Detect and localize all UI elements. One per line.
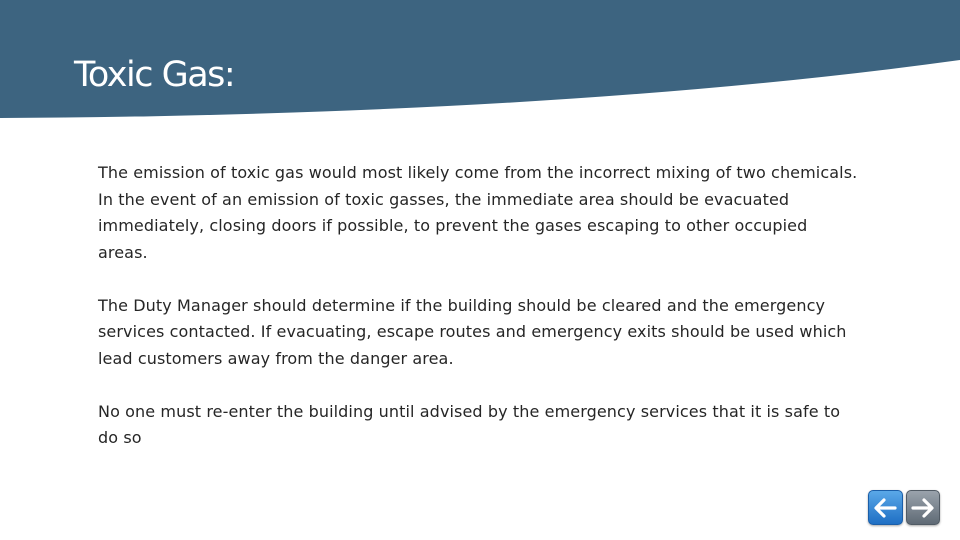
navigation-buttons <box>868 490 940 525</box>
paragraph-3: No one must re-enter the building until advised by the emergency services that it is safe to do so <box>98 401 841 447</box>
arrow-left-icon <box>873 498 897 518</box>
forward-button[interactable] <box>906 490 941 525</box>
slide-body <box>98 160 858 478</box>
slide-title: Toxic Gas: <box>74 55 235 95</box>
back-button[interactable] <box>868 490 903 525</box>
paragraph-1: The emission of toxic gas would most likely come from the incorrect mixing of two chemicals. In the event of an emission of toxic gasses, the immediate area should be evacuated immediately, closing doors if possible, to prevent the gases escaping to other occupied areas. <box>98 163 858 262</box>
paragraph-2: The Duty Manager should determine if the building should be cleared and the emergency services contacted. If evacuating, escape routes and emergency exits should be used which lead customers away from the danger area. <box>98 295 847 368</box>
arrow-right-icon <box>911 498 935 518</box>
